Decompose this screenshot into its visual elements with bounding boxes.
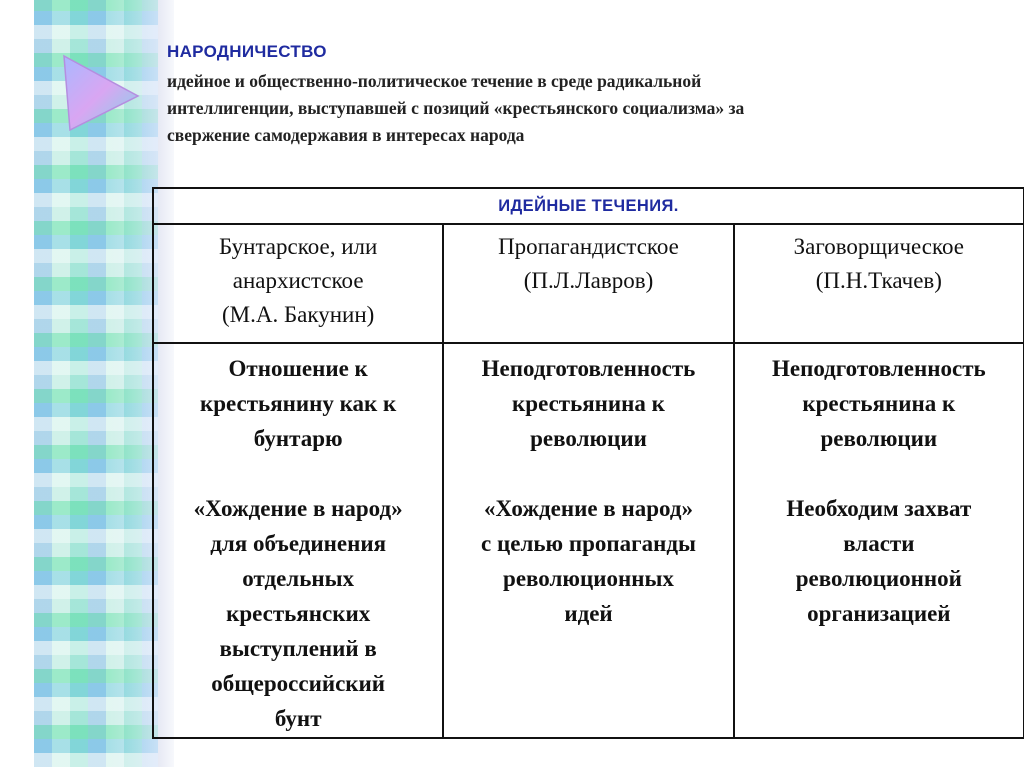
column-header-row <box>153 224 1024 343</box>
body-line: отдельных <box>242 566 355 591</box>
body-line: крестьянину как к <box>200 391 397 416</box>
body-line: крестьянина к <box>512 391 665 416</box>
body-line: Отношение к <box>228 356 368 381</box>
body-line: организацией <box>807 601 951 626</box>
body-line: «Хождение в народ» <box>483 496 693 521</box>
body-spacer <box>450 456 726 491</box>
column-header-line: Пропагандистское <box>498 234 679 259</box>
body-line: для объединения <box>210 531 387 556</box>
definition-text <box>167 68 927 149</box>
body-line: революционной <box>795 566 962 591</box>
body-line: «Хождение в народ» <box>193 496 403 521</box>
column-header-line: Бунтарское, или <box>219 234 378 259</box>
body-line: крестьянина к <box>802 391 956 416</box>
column-header-line: Заговорщическое <box>793 234 965 259</box>
ideological-currents-table <box>152 187 1024 739</box>
column-header-line: (П.Н.Ткачев) <box>815 268 942 293</box>
body-line: идей <box>564 601 613 626</box>
column-header-line: (П.Л.Лавров) <box>523 268 654 293</box>
table-heading: ИДЕЙНЫЕ ТЕЧЕНИЯ. <box>153 188 1024 224</box>
body-line: Неподготовленность <box>771 356 986 381</box>
body-spacer <box>741 456 1017 491</box>
body-line: революции <box>530 426 647 451</box>
body-line: крестьянских <box>226 601 371 626</box>
body-line: бунт <box>274 706 322 731</box>
body-line: власти <box>843 531 915 556</box>
column-body-row <box>153 343 1024 738</box>
body-line: Неподготовленность <box>481 356 696 381</box>
column-body-propaganda <box>443 343 733 738</box>
body-line: с целью пропаганды <box>481 531 696 556</box>
column-header-line: анархистское <box>232 268 364 293</box>
body-line: общероссийский <box>211 671 386 696</box>
body-line: Необходим захват <box>786 496 972 521</box>
column-body-conspiracy <box>734 343 1024 738</box>
definition-line: идейное и общественно-политическое течение в среде радикальной <box>167 71 702 91</box>
column-header-rebel <box>153 224 443 343</box>
definition-line: интеллигенции, выступавшей с позиций «крестьянского социализма» за <box>167 98 745 118</box>
body-spacer <box>160 456 436 491</box>
body-line: революции <box>820 426 938 451</box>
body-line: революционных <box>503 566 674 591</box>
table-heading-row <box>153 188 1024 224</box>
column-body-rebel <box>153 343 443 738</box>
definition-line: свержение самодержавия в интересах народа <box>167 125 525 145</box>
column-header-propaganda <box>443 224 733 343</box>
body-line: выступлений в <box>219 636 377 661</box>
column-header-conspiracy <box>734 224 1024 343</box>
column-header-line: (М.А. Бакунин) <box>222 302 375 327</box>
body-line: бунтарю <box>253 426 343 451</box>
triangle-bullet-icon <box>58 50 142 134</box>
page-title: НАРОДНИЧЕСТВО <box>167 42 327 61</box>
